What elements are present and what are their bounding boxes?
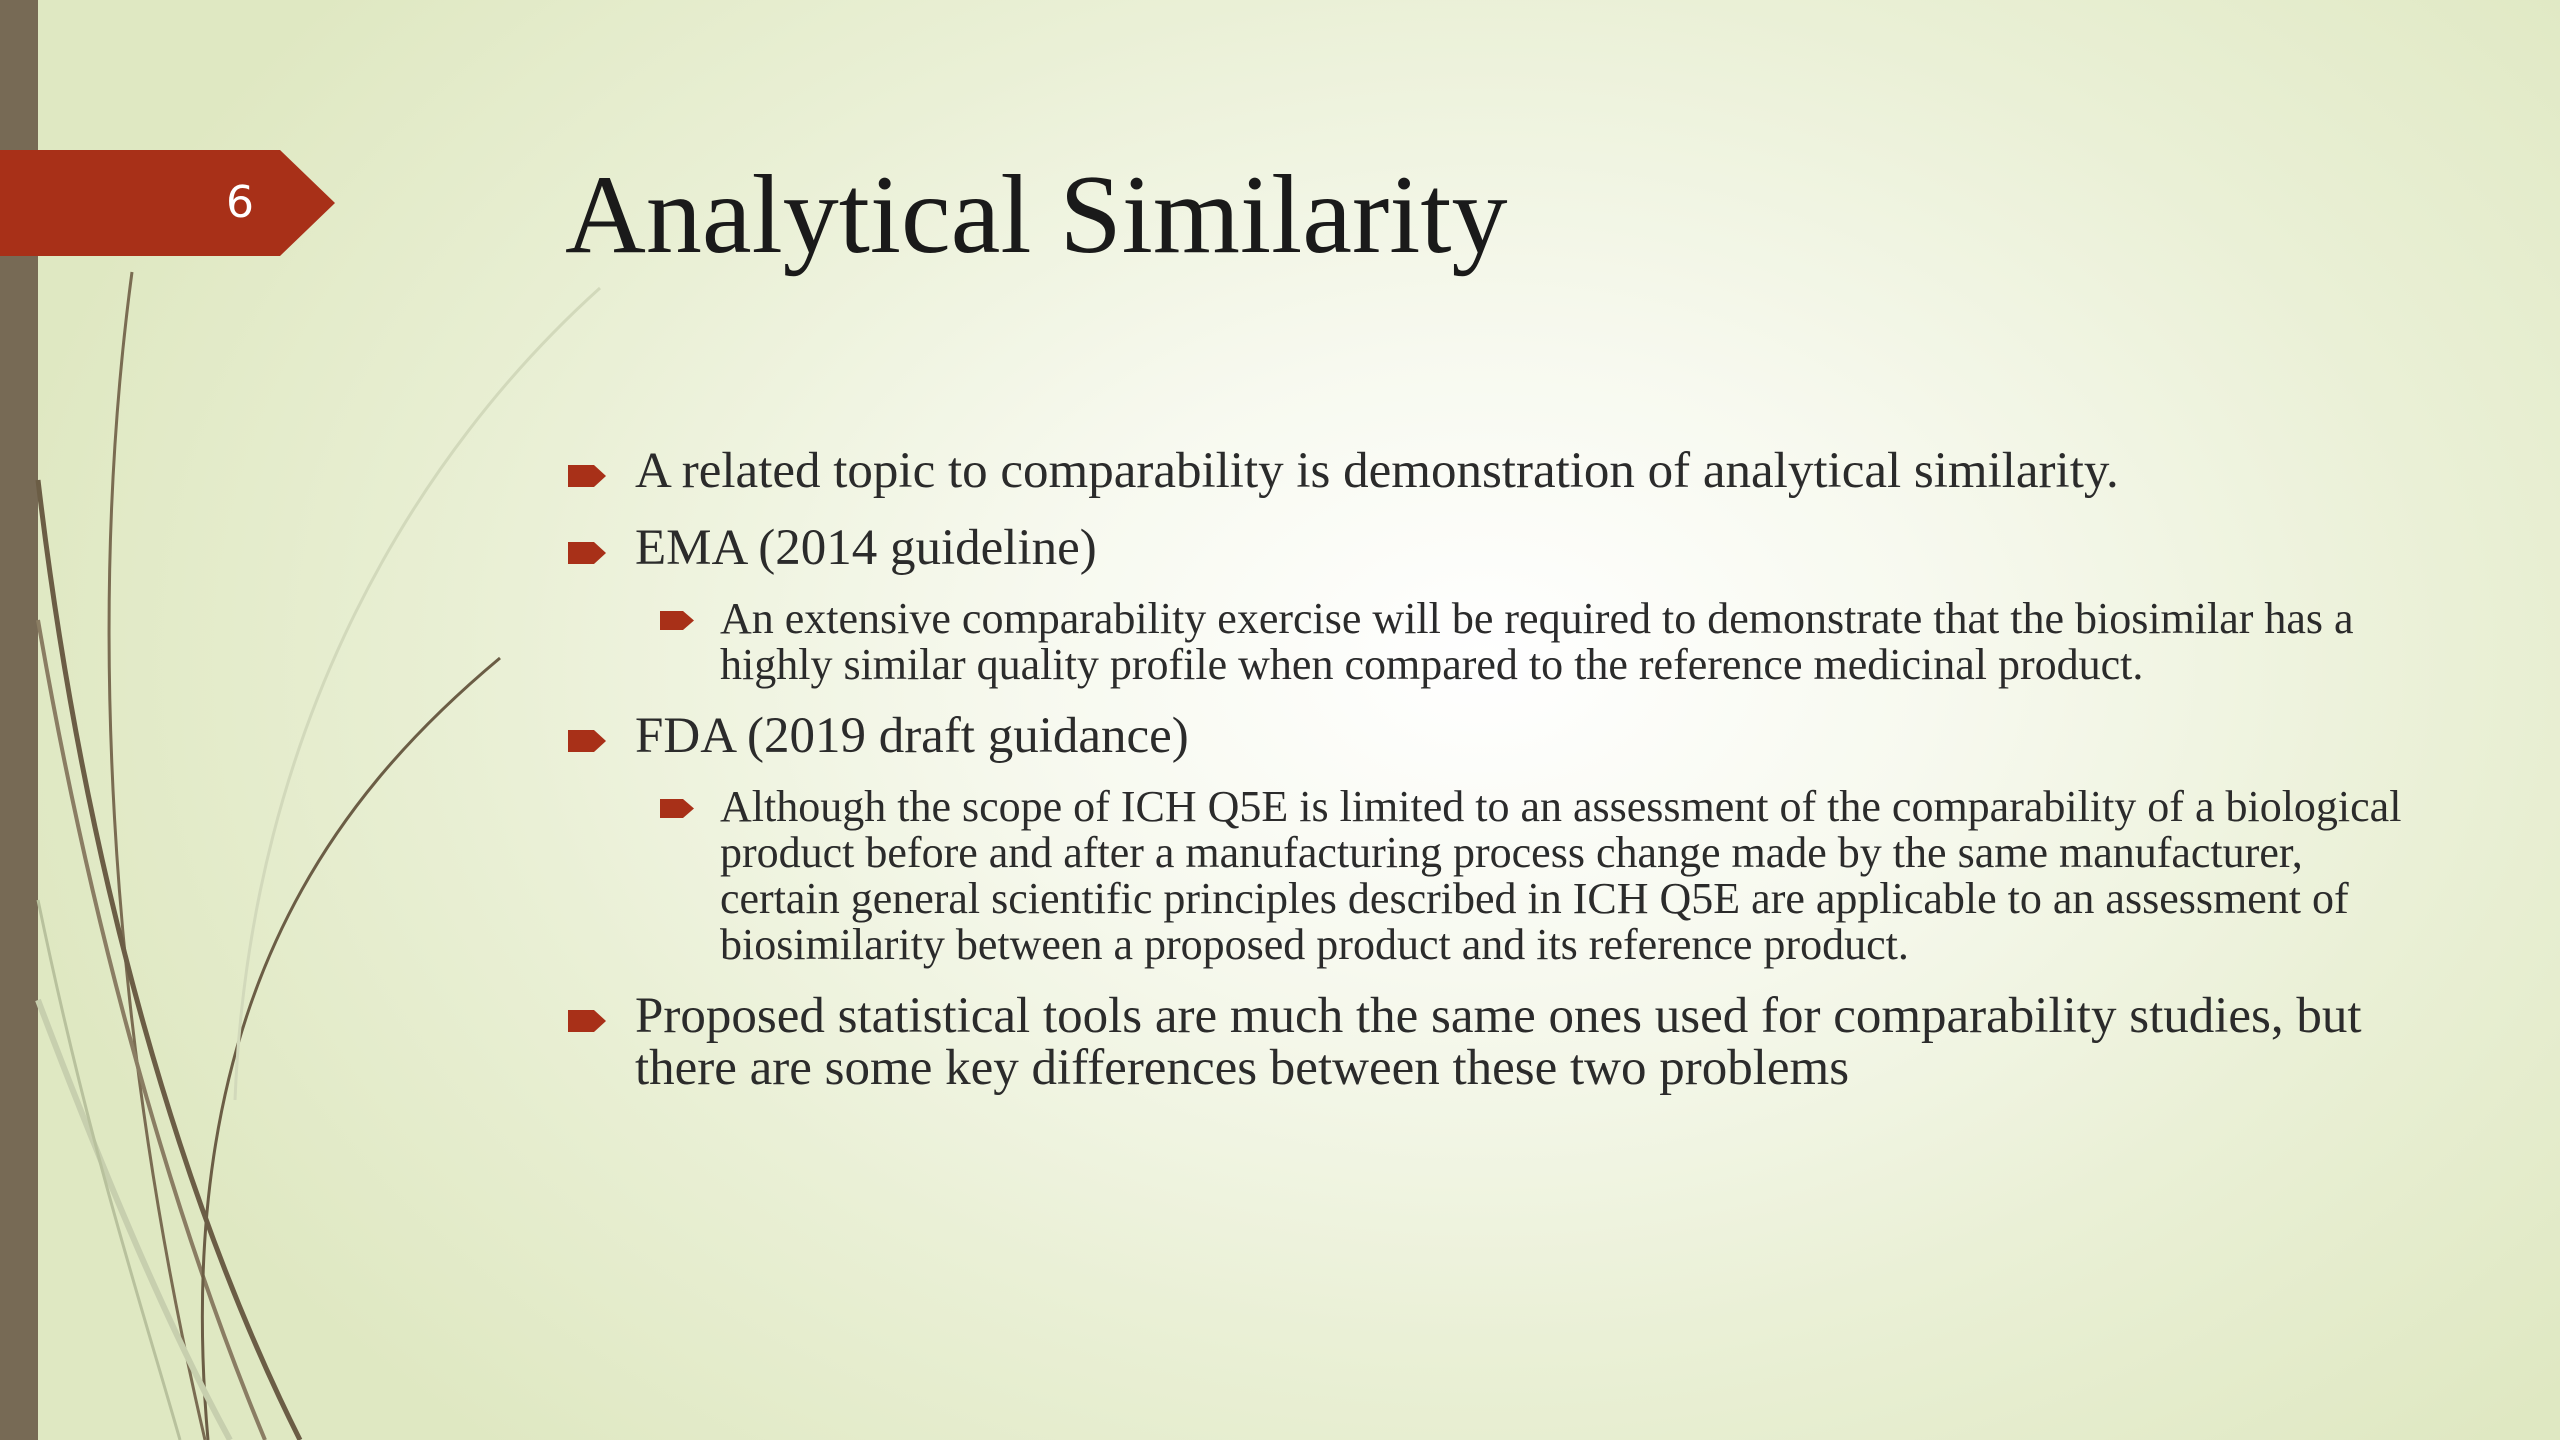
- slide-number-tab: [0, 150, 335, 256]
- arrow-bullet-icon: [568, 730, 606, 752]
- arrow-bullet-icon: [660, 611, 694, 630]
- bullet-item: [560, 990, 2410, 1094]
- sub-bullet-text: An extensive comparability exercise will be required to demonstrate that the biosimilar has a highly similar quality profile when compared to the reference medicinal product.: [720, 594, 2354, 689]
- bullet-text: EMA (2014 guideline): [635, 520, 1097, 576]
- sub-bullet-text: Although the scope of ICH Q5E is limited to an assessment of the comparability of a biological product before and after a manufacturing process change made by the same manufacturer, certain general scientific principles described in ICH Q5E are applicable to an assessment of biosimilarity between a proposed product and its reference product.: [720, 782, 2402, 969]
- slide-number: 6: [226, 177, 254, 228]
- slide-title: Analytical Similarity: [565, 153, 1508, 277]
- arrow-bullet-icon: [568, 1010, 606, 1032]
- bullet-text: Proposed statistical tools are much the same ones used for comparability studies, but there are some key differences between these two problems: [635, 988, 2362, 1096]
- sub-bullet-item: [560, 596, 2410, 688]
- bullet-list: [560, 445, 2410, 1119]
- bullet-item: [560, 710, 2410, 762]
- sub-bullet-item: [560, 784, 2410, 968]
- arrow-bullet-icon: [660, 799, 694, 818]
- bullet-item: [560, 522, 2410, 574]
- arrow-bullet-icon: [568, 542, 606, 564]
- bullet-text: FDA (2019 draft guidance): [635, 708, 1189, 764]
- bullet-item: [560, 445, 2410, 497]
- arrow-bullet-icon: [568, 465, 606, 487]
- bullet-text: A related topic to comparability is demonstration of analytical similarity.: [635, 443, 2119, 499]
